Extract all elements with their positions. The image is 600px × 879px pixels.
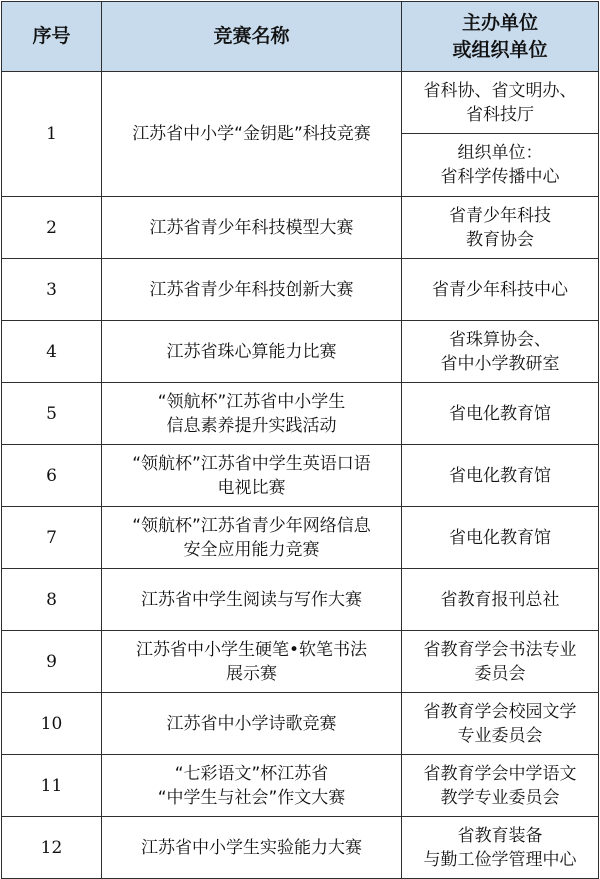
table-row [2,259,599,321]
competition-name [102,569,402,631]
header-competition-name: 竞赛名称 [102,2,402,72]
organizer-cell [402,693,599,755]
organizer-cell-extra [402,134,599,197]
organizer-line: 省科学传播中心 [440,167,560,187]
row-index: 6 [2,445,102,507]
header-organizer-line: 或组织单位 [452,38,548,61]
competition-name-line: 江苏省中小学诗歌竞赛 [166,713,337,734]
competition-name-line: 江苏省中小学生实验能力大赛 [141,837,362,858]
organizer-cell [402,321,599,383]
header-organizer [402,2,599,72]
organizer-cell [402,817,599,879]
organizer-cell [402,507,599,569]
competition-name [102,631,402,693]
competition-name-line: 信息素养提升实践活动 [166,415,337,436]
header-organizer-line: 主办单位 [461,11,538,34]
competition-name [102,693,402,755]
organizer-line: 省青少年科技中心 [432,279,568,300]
organizer-line: 省教育学会书法专业 [423,639,577,660]
competition-name-line: 江苏省珠心算能力比赛 [166,341,337,362]
organizer-line: 省电化教育馆 [449,465,551,486]
competition-name [102,507,402,569]
competition-name [102,817,402,879]
table-row [2,569,599,631]
table-body [2,72,599,879]
table-row [2,72,599,134]
competition-name-line: 江苏省青少年科技模型大赛 [149,217,354,238]
table-row [2,507,599,569]
competition-name [102,72,402,197]
organizer-line: 组织单位： [457,143,543,163]
header-row [2,2,599,72]
competition-name [102,321,402,383]
row-index: 9 [2,631,102,693]
organizer-line: 省教育学会中学语文 [423,763,577,784]
competition-name [102,445,402,507]
organizer-line: 省教育装备 [457,825,543,846]
table-row [2,197,599,259]
organizer-line: 专业委员会 [457,725,543,746]
table-row [2,755,599,817]
organizer-line: 省电化教育馆 [449,403,551,424]
competition-name-line: “中学生与社会”作文大赛 [157,787,346,808]
organizer-line: 省科技厅 [466,104,534,125]
competition-name-line: 江苏省中小学“金钥匙”科技竞赛 [132,124,371,144]
row-index: 1 [2,72,102,197]
competition-name-line: “七彩语文”杯江苏省 [174,763,329,784]
row-index: 7 [2,507,102,569]
row-index: 3 [2,259,102,321]
competition-name-line: “领航杯”江苏省中小学生 [157,391,346,412]
row-index: 8 [2,569,102,631]
row-index: 2 [2,197,102,259]
organizer-cell [402,631,599,693]
organizer-cell [402,72,599,134]
competition-name-line: “领航杯”江苏省中学生英语口语 [132,453,371,474]
table-row [2,445,599,507]
competition-name [102,259,402,321]
competition-table [1,1,599,879]
row-index: 4 [2,321,102,383]
organizer-line: 省教育学会校园文学 [423,701,577,722]
organizer-line: 教学专业委员会 [440,787,560,808]
organizer-line: 省珠算协会、 [449,329,551,350]
table-row [2,321,599,383]
competition-name-line: 安全应用能力竞赛 [183,539,320,560]
organizer-cell [402,755,599,817]
row-index: 11 [2,755,102,817]
organizer-line: 与勤工俭学管理中心 [423,849,577,870]
competition-name-line: 江苏省青少年科技创新大赛 [149,279,354,300]
organizer-cell [402,383,599,445]
competition-name-line: 电视比赛 [217,477,286,498]
table-row [2,631,599,693]
organizer-line: 委员会 [474,663,526,684]
organizer-cell [402,445,599,507]
table-header [2,2,599,72]
organizer-cell [402,197,599,259]
table-row [2,693,599,755]
row-index: 5 [2,383,102,445]
organizer-line: 省教育报刊总社 [440,589,560,610]
competition-name [102,383,402,445]
row-index: 10 [2,693,102,755]
organizer-line: 省青少年科技 [449,205,551,226]
competition-name [102,755,402,817]
organizer-line: 省电化教育馆 [449,527,551,548]
organizer-line: 省科协、省文明办、 [423,80,577,101]
competition-name-line: “领航杯”江苏省青少年网络信息 [132,515,371,536]
organizer-cell [402,569,599,631]
organizer-line: 省中小学教研室 [440,353,560,374]
competition-name [102,197,402,259]
table-row [2,817,599,879]
competition-name-line: 江苏省中小学生硬笔•软笔书法 [135,639,368,660]
competition-name-line: 江苏省中学生阅读与写作大赛 [141,589,362,610]
table-row [2,383,599,445]
header-index: 序号 [2,2,102,72]
competition-name-line: 展示赛 [226,663,277,684]
organizer-line: 教育协会 [466,229,534,250]
organizer-cell [402,259,599,321]
row-index: 12 [2,817,102,879]
